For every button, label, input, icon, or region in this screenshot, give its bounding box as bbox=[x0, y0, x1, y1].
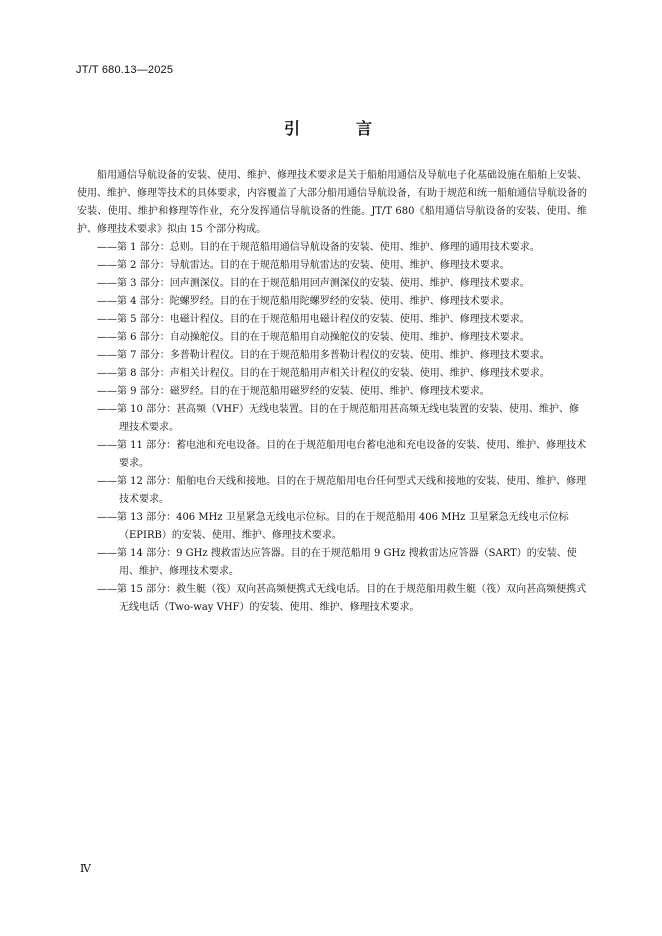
list-item: ——第 9 部分：磁罗经。目的在于规范船用磁罗经的安装、使用、维护、修理技术要求。 bbox=[97, 386, 490, 397]
list-item: ——第 8 部分：声相关计程仪。目的在于规范船用声相关计程仪的安装、使用、维护、修理技术要求。 bbox=[97, 368, 550, 379]
document-body bbox=[77, 167, 587, 617]
document-code: JT/T 680.13—2025 bbox=[76, 64, 174, 76]
list-item: ——第 1 部分：总则。目的在于规范船用通信导航设备的安装、使用、维护、修理的通用技术要求。 bbox=[97, 242, 540, 253]
list-item: ——第 10 部分：甚高频（VHF）无线电装置。目的在于规范船用甚高频无线电装置的安装、使用、维护、修理技术要求。 bbox=[97, 404, 579, 433]
list-item: ——第 4 部分：陀螺罗经。目的在于规范船用陀螺罗经的安装、使用、维护、修理技术要求。 bbox=[97, 296, 510, 307]
list-item: ——第 3 部分：回声测深仪。目的在于规范船用回声测深仪的安装、使用、维护、修理技术要求。 bbox=[97, 278, 530, 289]
list-item: ——第 12 部分：船舶电台天线和接地。目的在于规范船用电台任何型式天线和接地的安装、使用、维护、修理技术要求。 bbox=[97, 476, 587, 505]
list-item: ——第 7 部分：多普勒计程仪。目的在于规范船用多普勒计程仪的安装、使用、维护、修理技术要求。 bbox=[97, 350, 550, 361]
page-number: Ⅳ bbox=[80, 862, 91, 875]
list-item: ——第 6 部分：自动操舵仪。目的在于规范船用自动操舵仪的安装、使用、维护、修理技术要求。 bbox=[97, 332, 530, 343]
list-item: ——第 13 部分：406 MHz 卫星紧急无线电示位标。目的在于规范船用 406 MHz 卫星紧急无线电示位标（EPIRB）的安装、使用、维护、修理技术要求。 bbox=[97, 512, 569, 541]
list-item: ——第 5 部分：电磁计程仪。目的在于规范船用电磁计程仪的安装、使用、维护、修理技术要求。 bbox=[97, 314, 530, 325]
list-item: ——第 2 部分：导航雷达。目的在于规范船用导航雷达的安装、使用、维护、修理技术要求。 bbox=[97, 260, 510, 271]
page-title: 引 言 bbox=[283, 119, 392, 138]
intro-paragraph: 船用通信导航设备的安装、使用、维护、修理技术要求是关于船舶用通信及导航电子化基础设施在船舶上安装、使用、维护、修理等技术的具体要求，内容覆盖了大部分船用通信导航设备，有助于规范和统一船舶通信导航设备的安装、使用、维护和修理等作业，充分发挥通信导航设备的性能。JT/T 680《船用通信导航设备的安装、使用、维护、修理技术要求》拟由 15 个部分构成。 bbox=[77, 170, 587, 235]
parts-list bbox=[77, 239, 587, 617]
list-item: ——第 11 部分：蓄电池和充电设备。目的在于规范船用电台蓄电池和充电设备的安装、使用、维护、修理技术要求。 bbox=[97, 440, 587, 469]
list-item: ——第 15 部分：救生艇（筏）双向甚高频便携式无线电话。目的在于规范船用救生艇（筏）双向甚高频便携式无线电话（Two-way VHF）的安装、使用、维护、修理技术要求。 bbox=[97, 584, 587, 613]
list-item: ——第 14 部分：9 GHz 搜救雷达应答器。目的在于规范船用 9 GHz 搜救雷达应答器（SART）的安装、使用、维护、修理技术要求。 bbox=[97, 548, 577, 577]
